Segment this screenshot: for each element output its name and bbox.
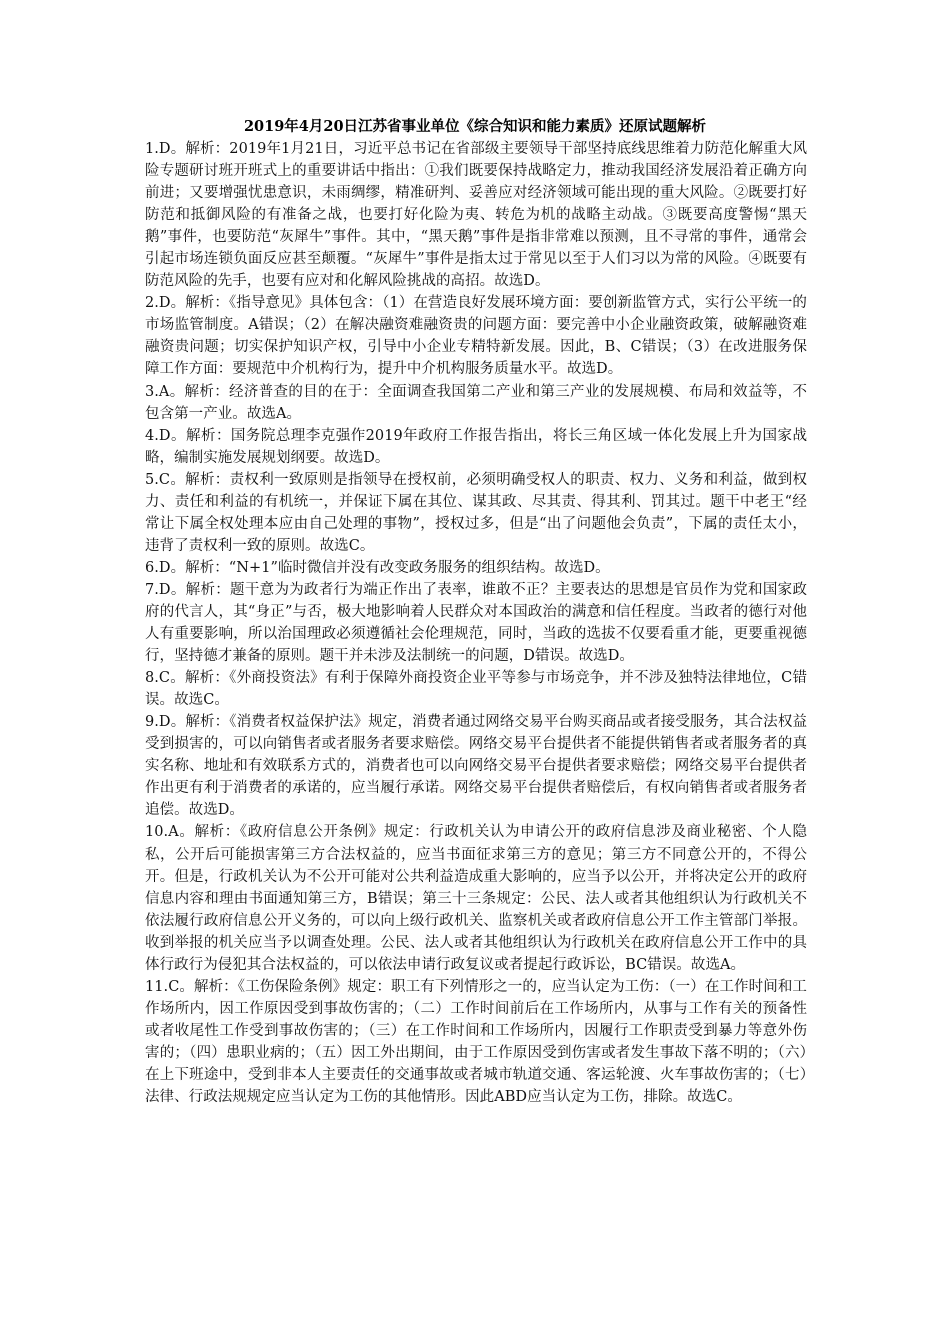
answer-paragraph-5: 5.C。解析：责权利一致原则是指领导在授权前，必须明确受权人的职责、权力、义务和利益，做到权力、责任和利益的有机统一，并保证下属在其位、谋其政、尽其责、得其利、罚其过。题干中老王“经常让下属全权处理本应由自己处理的事物”，授权过多，但是“出了问题他会负责”，下属的责任太小，违背了责权利一致的原则。故选C。 bbox=[145, 471, 807, 554]
document-body bbox=[145, 138, 807, 1108]
answer-paragraph-7: 7.D。解析：题干意为为政者行为端正作出了表率，谁敢不正？主要表达的思想是官员作为党和国家政府的代言人，其“身正”与否，极大地影响着人民群众对本国政治的满意和信任程度。当政者的德行对他人有重要影响，所以治国理政必须遵循社会伦理规范，同时，当政的选拔不仅要看重才能，更要重视德行，坚持德才兼备的原则。题干并未涉及法制统一的问题，D错误。故选D。 bbox=[145, 581, 807, 665]
answer-paragraph-8: 8.C。解析：《外商投资法》有利于保障外商投资企业平等参与市场竞争，并不涉及独特法律地位，C错误。故选C。 bbox=[145, 670, 807, 709]
answer-paragraph-10: 10.A。解析：《政府信息公开条例》规定：行政机关认为申请公开的政府信息涉及商业秘密、个人隐私，公开后可能损害第三方合法权益的，应当书面征求第三方的意见；第三方不同意公开的，不得公开。但是，行政机关认为不公开可能对公共利益造成重大影响的，应当予以公开，并将决定公开的政府信息内容和理由书面通知第三方，B错误；第三十三条规定：公民、法人或者其他组织认为行政机关不依法履行政府信息公开义务的，可以向上级行政机关、监察机关或者政府信息公开工作主管部门举报。收到举报的机关应当予以调查处理。公民、法人或者其他组织认为行政机关在政府信息公开工作中的具体行政行为侵犯其合法权益的，可以依法申请行政复议或者提起行政诉讼，BC错误。故选A。 bbox=[145, 824, 807, 973]
answer-paragraph-3: 3.A。解析：经济普查的目的在于：全面调查我国第二产业和第三产业的发展规模、布局和效益等，不包含第一产业。故选A。 bbox=[145, 383, 807, 422]
answer-paragraph-4: 4.D。解析：国务院总理李克强作2019年政府工作报告指出，将长三角区域一体化发展上升为国家战略，编制实施发展规划纲要。故选D。 bbox=[145, 427, 807, 466]
answer-paragraph-6: 6.D。解析：“N+1”临时微信并没有改变政务服务的组织结构。故选D。 bbox=[145, 559, 610, 576]
answer-paragraph-11: 11.C。解析：《工伤保险条例》规定：职工有下列情形之一的，应当认定为工伤：（一）在工作时间和工作场所内，因工作原因受到事故伤害的；（二）工作时间前后在工作场所内，从事与工作有关的预备性或者收尾性工作受到事故伤害的；（三）在工作时间和工作场所内，因履行工作职责受到暴力等意外伤害的；（四）患职业病的；（五）因工外出期间，由于工作原因受到伤害或者发生事故下落不明的；（六）在上下班途中，受到非本人主要责任的交通事故或者城市轨道交通、客运轮渡、火车事故伤害的；（七）法律、行政法规规定应当认定为工伤的其他情形。因此ABD应当认定为工伤，排除。故选C。 bbox=[145, 978, 807, 1106]
document-title: 2019年4月20日江苏省事业单位《综合知识和能力素质》还原试题解析 bbox=[243, 118, 707, 135]
answer-paragraph-2: 2.D。解析：《指导意见》具体包含：（1）在营造良好发展环境方面：要创新监管方式，实行公平统一的市场监管制度。A错误；（2）在解决融资难融资贵的问题方面：要完善中小企业融资政策，破解融资难融资贵问题；切实保护知识产权，引导中小企业专精特新发展。因此，B、C错误；（3）在改进服务保障工作方面：要规范中介机构行为，提升中介机构服务质量水平。故选D。 bbox=[145, 295, 807, 378]
answer-paragraph-9: 9.D。解析：《消费者权益保护法》规定，消费者通过网络交易平台购买商品或者接受服务，其合法权益受到损害的，可以向销售者或者服务者要求赔偿。网络交易平台提供者不能提供销售者或者服务者的真实名称、地址和有效联系方式的，消费者也可以向网络交易平台提供者要求赔偿；网络交易平台提供者作出更有利于消费者的承诺的，应当履行承诺。网络交易平台提供者赔偿后，有权向销售者或者服务者追偿。故选D。 bbox=[145, 714, 807, 819]
answer-paragraph-1: 1.D。解析：2019年1月21日，习近平总书记在省部级主要领导干部坚持底线思维着力防范化解重大风险专题研讨班开班式上的重要讲话中指出：①我们既要保持战略定力，推动我国经济发展沿着正确方向前进；又要增强忧患意识，未雨绸缪，精准研判、妥善应对经济领域可能出现的重大风险。②既要打好防范和抵御风险的有准备之战，也要打好化险为夷、转危为机的战略主动战。③既要高度警惕“黑天鹅”事件，也要防范“灰犀牛”事件。其中，“黑天鹅”事件是指非常难以预测，且不寻常的事件，通常会引起市场连锁负面反应甚至颠覆。“灰犀牛”事件是指太过于常见以至于人们习以为常的风险。④既要有防范风险的先手，也要有应对和化解风险挑战的高招。故选D。 bbox=[145, 141, 807, 290]
